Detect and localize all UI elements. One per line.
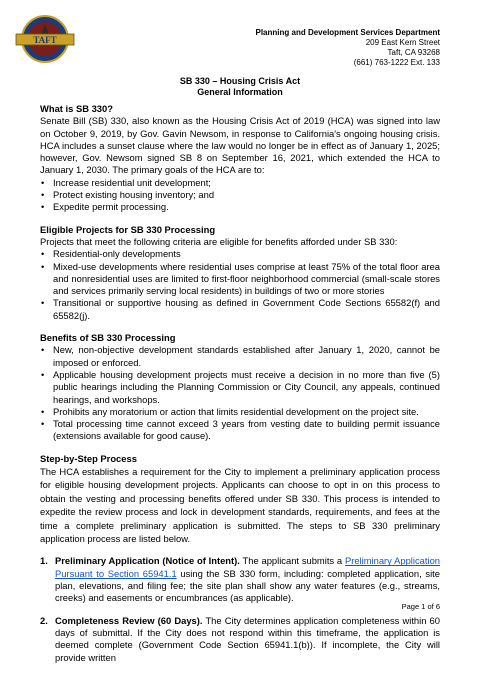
step-number: 2. — [40, 614, 48, 626]
step-title: Preliminary Application (Notice of Intent). — [55, 555, 240, 567]
document-body — [40, 103, 440, 674]
goals-list — [40, 177, 440, 214]
step-text: The applicant submits a — [242, 555, 343, 567]
list-item: • Applicable housing development projects must receive a decision in no more than five (5) public hearings including the Planning Commission or City Council, any appeals, continued hearings, and workshops. — [40, 369, 440, 406]
list-item: • Increase residential unit development; — [40, 177, 440, 189]
title-line-2: General Information — [197, 87, 283, 97]
department-phone: (661) 763-1222 Ext. 133 — [353, 58, 440, 67]
page-number: Page 1 of 6 — [401, 602, 440, 611]
preliminary-application-link[interactable]: Preliminary Application Pursuant to Section 65941.1 — [55, 555, 440, 579]
list-item: • Prohibits any moratorium or action that limits residential development on the project site. — [40, 406, 440, 418]
benefits-list — [40, 344, 440, 442]
section-step-by-step — [40, 453, 440, 546]
section-paragraph: Projects that meet the following criteria are eligible for benefits afforded under SB 330: — [40, 235, 398, 247]
list-item: • Transitional or supportive housing as defined in Government Code Sections 65582(f) and 65582(j). — [40, 297, 440, 322]
section-heading: Benefits of SB 330 Processing — [40, 332, 176, 344]
department-header — [256, 28, 441, 68]
title-line-1: SB 330 – Housing Crisis Act — [179, 76, 301, 86]
department-city: Taft, CA 93268 — [387, 48, 440, 57]
logo-text: TAFT — [33, 35, 57, 45]
section-heading: What is SB 330? — [40, 103, 113, 114]
step-number: 1. — [40, 555, 48, 567]
steps-list — [40, 555, 440, 663]
eligible-list — [40, 248, 440, 322]
list-item: • Expedite permit processing. — [40, 201, 440, 213]
section-eligible-projects — [40, 224, 440, 322]
step-text: The City determines application completeness within 60 days of submittal. If the City does not respond within this timeframe, the application is deemed complete (Government Code Section 65941.1(b)). If incomplete, the City will provide written — [55, 614, 440, 663]
list-item: • Total processing time cannot exceed 3 years from vesting date to building permit issuance (extensions available for good cause). — [40, 418, 440, 443]
list-item: • Mixed-use developments where residential uses comprise at least 75% of the total floor area and nonresidential uses are limited to first-floor neighborhood commercial (small-scale stores and services primarily serving local residents) in buildings of two or more stories — [40, 261, 440, 298]
list-item: • New, non-objective development standards established after January 1, 2020, cannot be imposed or enforced. — [40, 344, 440, 369]
list-item: • Protect existing housing inventory; and — [40, 189, 440, 201]
section-heading: Step-by-Step Process — [40, 452, 137, 464]
step-item — [40, 555, 440, 604]
section-benefits — [40, 332, 440, 443]
city-of-taft-logo — [14, 14, 76, 64]
document-title — [0, 76, 480, 98]
department-address: 209 East Kern Street — [365, 38, 440, 47]
section-paragraph: Senate Bill (SB) 330, also known as the Housing Crisis Act of 2019 (HCA) was signed into law on October 9, 2019, by Gov. Gavin Newsom, in response to California's ongoing housing crisis. HCA includes a sunset clause where the law would no longer be in effect as of January 1, 2025; however, Gov. Newsom signed SB 8 on September 16, 2021, which extended the HCA to January 1, 2030. The primary goals of the HCA are to: — [40, 115, 440, 176]
section-heading: Eligible Projects for SB 330 Processing — [40, 223, 216, 235]
list-item: • Residential-only developments — [40, 248, 440, 260]
step-title: Completeness Review (60 Days). — [55, 614, 203, 626]
step-item — [40, 615, 440, 664]
step-text: using the SB 330 form, including: completed application, site plan, elevations, and filing fee; the site plan shall show any water features (e.g., streams, creeks) and easements or encumbrances (as applicable). — [55, 567, 441, 604]
section-what-is-sb330 — [40, 103, 440, 214]
department-name: Planning and Development Services Department — [255, 28, 440, 37]
section-paragraph: The HCA establishes a requirement for the City to implement a preliminary application process for eligible housing development projects. Applicants can choose to opt in on this process to obtain the vesting and processing benefits offered under SB 330. This process is intended to expedite the review process and lock in development standards, requirements, and fees at the time a complete preliminary application is submitted. The steps to SB 330 preliminary application process are listed below. — [40, 466, 440, 545]
